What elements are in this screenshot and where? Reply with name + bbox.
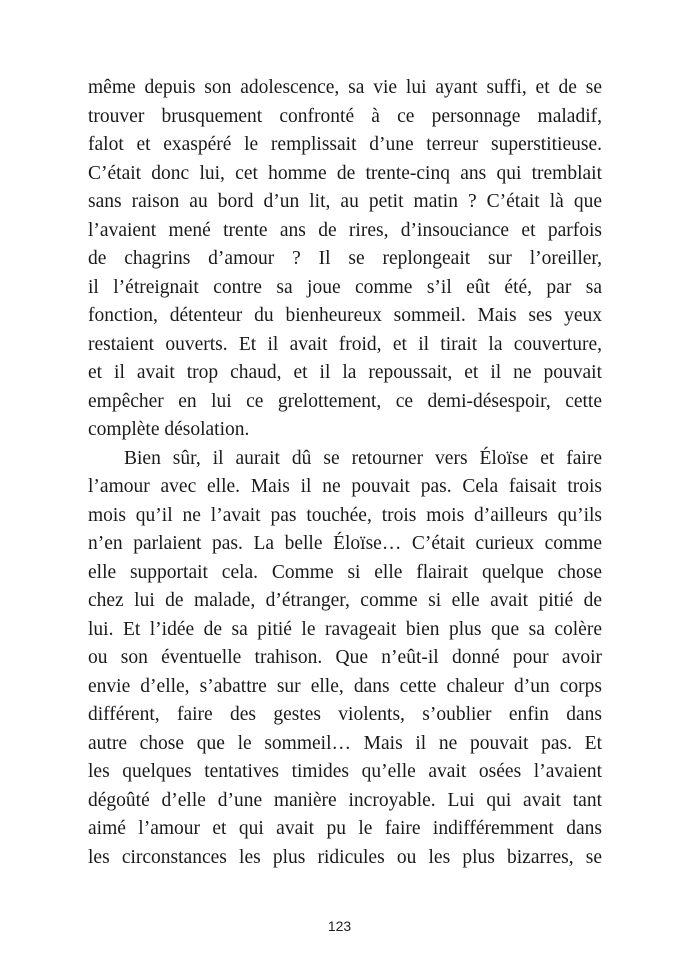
text-line: sans raison au bord d’un lit, au petit matin ? C’était là que [88,191,602,213]
text-line: dégoûté d’elle d’une manière incroyable. Lui qui avait tant [88,789,602,811]
text-line: C’était donc lui, cet homme de trente-cinq ans qui tremblait [88,162,602,184]
text-line: trouver brusquement confronté à ce personnage maladif, [88,105,602,127]
text-line: l’amour avec elle. Mais il ne pouvait pas. Cela faisait trois [88,476,602,498]
text-line: les quelques tentatives timides qu’elle avait osées l’avaient [88,761,602,783]
text-line: Bien sûr, il aurait dû se retourner vers Éloïse et faire [124,447,602,469]
text-line: de chagrins d’amour ? Il se replongeait sur l’oreiller, [88,248,602,270]
text-line: ou son éventuelle trahison. Que n’eût-il donné pour avoir [88,647,602,669]
text-line: et il avait trop chaud, et il la repoussait, et il ne pouvait [88,362,602,384]
text-line: les circonstances les plus ridicules ou les plus bizarres, se [88,846,602,868]
paragraph [88,74,602,445]
text-line: même depuis son adolescence, sa vie lui ayant suffi, et de se [88,77,602,98]
body-text [88,74,602,872]
text-line: complète désolation. [88,419,250,441]
text-line: restaient ouverts. Et il avait froid, et il tirait la couverture, [88,333,602,355]
text-line: falot et exaspéré le remplissait d’une terreur superstitieuse. [88,134,602,156]
text-line: mois qu’il ne l’avait pas touchée, trois mois d’ailleurs qu’ils [88,504,602,526]
text-line: autre chose que le sommeil… Mais il ne pouvait pas. Et [88,732,602,754]
text-line: fonction, détenteur du bienheureux sommeil. Mais ses yeux [88,305,602,327]
paragraph [88,445,602,873]
text-line: il l’étreignait contre sa joue comme s’il eût été, par sa [88,276,602,298]
text-line: empêcher en lui ce grelottement, ce demi-désespoir, cette [88,390,602,412]
text-line: n’en parlaient pas. La belle Éloïse… C’était curieux comme [88,533,602,555]
text-line: aimé l’amour et qui avait pu le faire indifféremment dans [88,818,602,840]
text-line: envie d’elle, s’abattre sur elle, dans cette chaleur d’un corps [88,675,602,697]
text-line: lui. Et l’idée de sa pitié le ravageait bien plus que sa colère [88,618,602,640]
text-line: différent, faire des gestes violents, s’oublier enfin dans [88,704,602,726]
text-line: elle supportait cela. Comme si elle flairait quelque chose [88,561,602,583]
page-number: 123 [327,918,352,934]
text-line: l’avaient mené trente ans de rires, d’insouciance et parfois [88,219,602,241]
text-line: chez lui de malade, d’étranger, comme si elle avait pitié de [88,590,602,612]
